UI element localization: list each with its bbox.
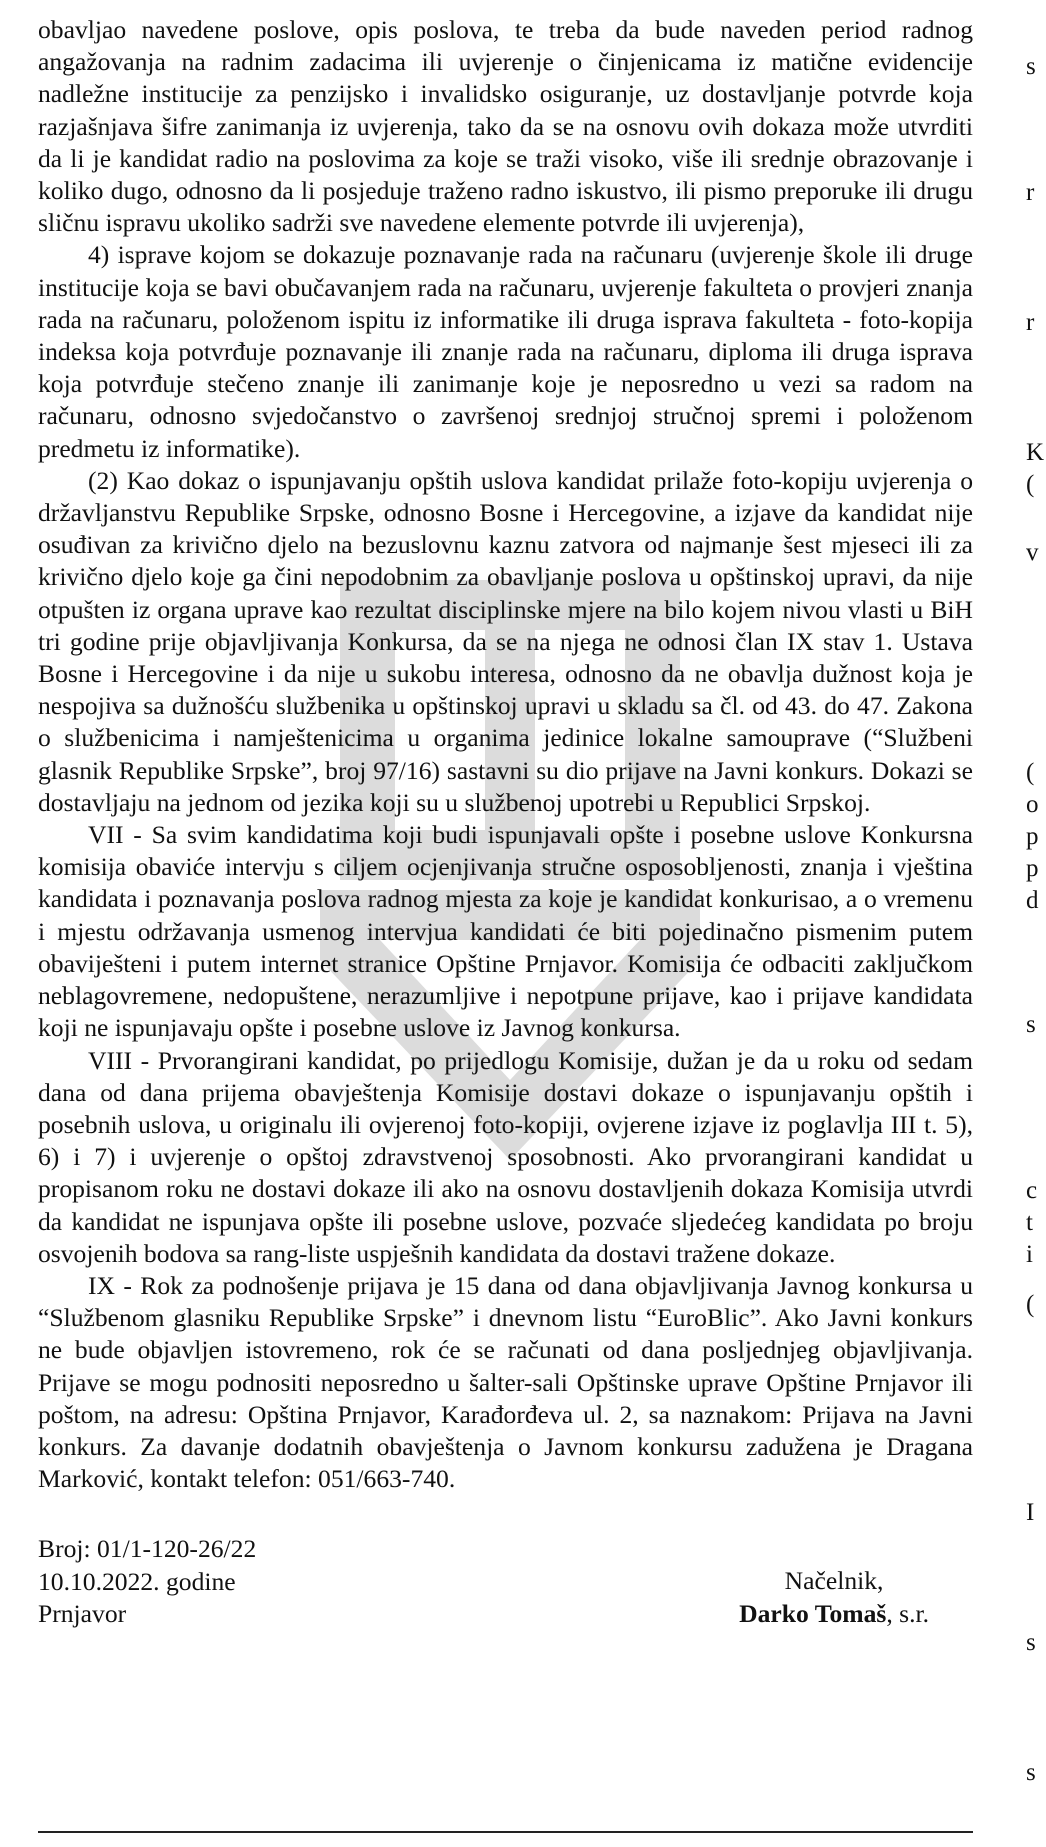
signer-title: Načelnik, (784, 1566, 884, 1596)
paragraph-continuation: obavljao navedene poslove, opis poslova, te treba da bude naveden period radnog angažovanja na radnim zadacima ili uvjerenje o činjenicama iz matične evidencije nadležne institucije za penzijsko i invalidsko osiguranje, uz dostavljanje potvrde koja razjašnjava šifre zanimanja iz uvjerenja, tako da se na osnovu ovih dokaza može utvrditi da li je kandidat radio na poslovima za koje se traži visoko, više ili srednje obrazovanje i koliko dugo, odnosno da li posjeduje traženo radno iskustvo, ili pismo preporuke ili drugu sličnu ispravu ukoliko sadrži sve navedene elemente potvrde ili uvjerenja), (38, 15, 973, 238)
paragraph-item-4: 4) isprave kojom se dokazuje poznavanje rada na računaru (uvjerenje škole ili druge institucije koja se bavi obučavanjem rada na računaru, uvjerenje fakulteta o provjeri znanja rada na računaru, položenom ispitu iz informatike ili druga isprava fakulteta - foto-kopija indeksa koja potvrđuje poznavanje ili znanje rada na računaru, diploma ili druga isprava koja potvrđuje stečeno znanje ili zanimanje koje je neposredno u vezi sa radom na računaru, odnosno svjedočanstvo o završenoj srednjoj stručnoj spremi i položenom predmetu iz informatike). (38, 240, 973, 463)
edge-glyph: s (1026, 1759, 1036, 1786)
paragraph-point-2: (2) Kao dokaz o ispunjavanju opštih uslova kandidat prilaže foto-kopiju uvjerenja o državljanstvu Republike Srpske, odnosno Bosne i Hercegovine, a izjave da kandidat nije osuđivan za krivično djelo na bezuslovnu kaznu zatvora od najmanje šest mjeseci ili za krivično djelo koje ga čini nepodobnim za obavljanje poslova u opštinskoj upravi, da nije otpušten iz organa uprave kao rezultat disciplinske mjere na bilo kojem nivou vlasti u BiH tri godine prije objavljivanja Konkursa, da se na njega ne odnosi član IX stav 1. Ustava Bosne i Hercegovine i da nije u sukobu interesa, odnosno da ne obavlja dužnost koja je nespojiva sa dužnošću službenika u opštinskoj upravi u skladu sa čl. od 43. do 47. Zakona o službenicima i namještenicima u organima jedinice lokalne samouprave (“Službeni glasnik Republike Srpske”, broj 97/16) sastavni su dio prijave na Javni konkurs. Dokazi se dostavljaju na jednom od jezika koji su u službenoj upotrebi u Republici Srpskoj. (38, 465, 973, 817)
paragraph-section-viii: VIII - Prvorangirani kandidat, po prijedlogu Komisije, dužan je da u roku od sedam dana od dana prijema obavještenja Komisije dostavi dokaze o ispunjavanju opštih i posebnih uslova, u originalu ili ovjerenoj foto-kopiji, ovjerene izjave iz poglavlja III t. 5), 6) i 7) i uvjerenje o opštoj zdravstvenoj sposobnosti. Ako prvorangirani kandidat u propisanom roku ne dostavi dokaze ili ako na osnovu dostavljenih dokaza Komisija utvrdi da kandidat ne ispunjava opšte ili posebne uslove, pozvaće sljedećeg kandidata po broju osvojenih bodova sa rang-liste uspješnih kandidata da dostavi tražene dokaze. (38, 1045, 973, 1268)
edge-glyph: I (1026, 1499, 1035, 1526)
reference-number: Broj: 01/1-120-26/22 (38, 1534, 257, 1564)
spacer (38, 1495, 973, 1533)
document-column (38, 14, 973, 1633)
edge-glyph: p (1026, 855, 1039, 882)
signer-suffix: , s.r. (886, 1598, 929, 1628)
edge-glyph: ( (1026, 759, 1035, 786)
edge-glyph: s (1026, 1011, 1036, 1038)
paragraph-section-ix: IX - Rok za podnošenje prijava je 15 dana od dana objavljivanja Javnog konkursa u “Službenom glasniku Republike Srpske” i dnevnom listu “EuroBlic”. Ako Javni konkurs ne bude objavljen istovremeno, rok će se računati od dana posljednjeg objavljivanja. Prijave se mogu podnositi neposredno u šalter-sali Opštinske uprave Opštine Prnjavor ili poštom, na adresu: Opština Prnjavor, Karađorđeva ul. 2, sa naznakom: Prijava na Javni konkurs. Za davanje dodatnih obavještenja o Javnom konkursu zadužena je Dragana Marković, kontakt telefon: 051/663-740. (38, 1270, 973, 1494)
edge-glyph: v (1026, 539, 1039, 566)
edge-glyph: s (1026, 53, 1036, 80)
edge-glyph: d (1026, 887, 1039, 914)
edge-glyph: c (1026, 1177, 1038, 1204)
edge-glyph: s (1026, 1629, 1036, 1656)
signer-line (739, 1598, 929, 1630)
paragraph-section-vii: VII - Sa svim kandidatima koji budi ispunjavali opšte i posebne uslove Konkursna komisija obaviće intervju s ciljem ocjenjivanja stručne osposobljenosti, znanja i vještina kandidata i poznavanja poslova radnog mjesta za koje je kandidat konkurisao, a o vremenu i mjestu održavanja usmenog intervjua kandidati će biti pojedinačno pismenim putem obaviješteni i putem internet stranice Opštine Prnjavor. Komisija će odbaciti zaključkom neblagovremene, nedopuštene, nerazumljive i nepotpune prijave, kao i prijave kandidata koji ne ispunjavaju opšte i posebne uslove iz Javnog konkursa. (38, 820, 973, 1043)
next-column-edge (1026, 0, 1046, 1847)
reference-block (38, 1533, 256, 1630)
signer-name: Darko Tomaš (739, 1598, 887, 1628)
edge-glyph: i (1026, 1241, 1033, 1268)
reference-place: Prnjavor (38, 1598, 127, 1628)
edge-glyph: K (1026, 439, 1045, 466)
edge-glyph: r (1026, 309, 1035, 336)
edge-glyph: ( (1026, 1291, 1035, 1318)
document-footer (38, 1533, 973, 1633)
signature-block (739, 1565, 929, 1629)
bottom-rule (38, 1831, 973, 1833)
reference-date: 10.10.2022. godine (38, 1566, 236, 1596)
edge-glyph: o (1026, 791, 1039, 818)
edge-glyph: t (1026, 1209, 1033, 1236)
edge-glyph: p (1026, 823, 1039, 850)
edge-glyph: ( (1026, 471, 1035, 498)
edge-glyph: r (1026, 179, 1035, 206)
